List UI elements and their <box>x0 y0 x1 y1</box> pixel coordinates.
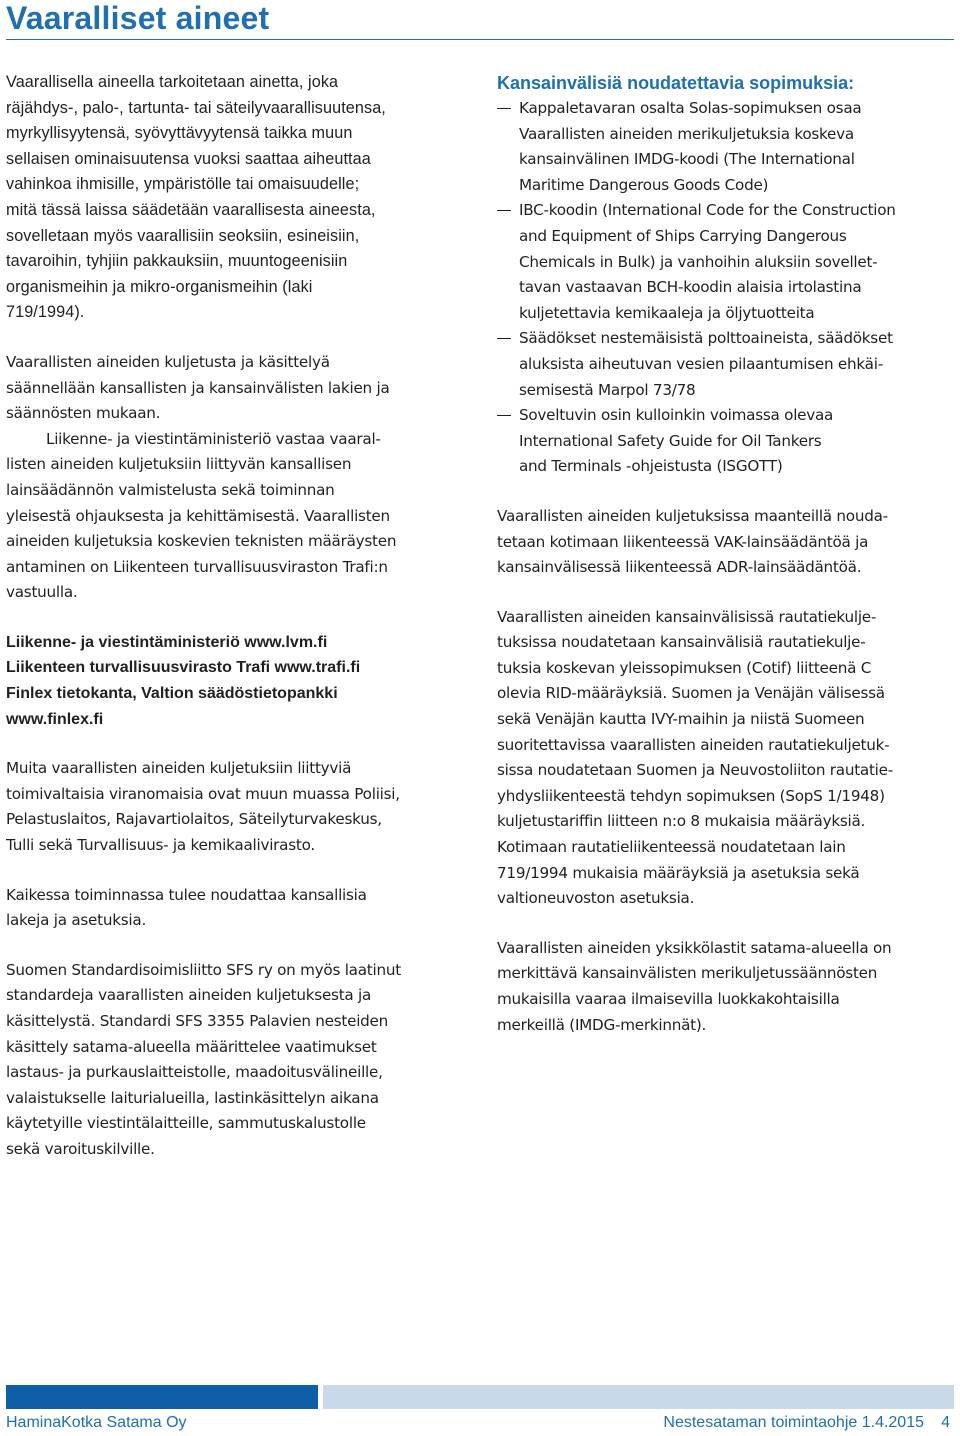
footer-document-title: Nestesataman toimintaohje 1.4.2015 <box>663 1414 924 1431</box>
sfs-standard-paragraph: Suomen Standardisoimisliitto SFS ry on myös laatinut standardeja vaarallisten aineiden kuljetuksesta ja käsittelystä. Standardi SFS 3355 Palavien nesteiden käsittely satama-alueella määrittelee vaatimukset lastaus- ja purkauslaitteistolle, maadoitusvälineille, valaistukselle laiturialueilla, lastinkäsittelyn aikana käytetyille viestintälaitteille, sammutuskalustolle sekä varoituskilville. <box>6 960 401 1158</box>
authority-links: Liikenne- ja viestintäministeriö www.lvm.fi Liikenteen turvallisuusvirasto Trafi www.trafi.fi Finlex tietokanta, Valtion säädöstietopankki www.finlex.fi <box>6 633 361 728</box>
list-item <box>497 326 957 403</box>
agreements-heading: Kansainvälisiä noudatettavia sopimuksia: <box>497 73 855 93</box>
rail-transport-paragraph: Vaarallisten aineiden kansainvälisissä rautatiekulje- tuksissa noudatetaan kansainvälisiä rautatiekulje- tuksia koskevan yleissopimuksen (Cotif) liitteenä C olevia RID-määräyksiä. Suomen ja Venäjän välisessä sekä Venäjän kautta IVY-maihin ja niistä Suomeen suoritettavissa vaarallisten aineiden rautatiekuljetuk- sissa noudatetaan Suomen ja Neuvostoliiton rautatie- yhdysliikenteestä tehdyn sopimuksen (SopS 1/1948) kuljetustariffin liitteen n:o 8 mukaisia määräyksiä. Kotimaan rautatieliikenteessä noudatetaan lain 719/1994 mukaisia määräyksiä ja asetuksia sekä valtioneuvoston asetuksia. <box>497 607 893 908</box>
list-item-text: Kappaletavaran osalta Solas-sopimuksen osaa Vaarallisten aineiden merikuljetuksia koskeva kansainvälinen IMDG-koodi (The International Maritime Dangerous Goods Code) <box>519 99 862 194</box>
authorities-paragraph: Muita vaarallisten aineiden kuljetuksiin liittyviä toimivaltaisia viranomaisia ovat muun muassa Poliisi, Pelastuslaitos, Rajavartiolaitos, Säteilyturvakeskus, Tulli sekä Turvallisuus- ja kemikaalivirasto. <box>6 759 400 855</box>
national-laws-paragraph: Kaikessa toiminnassa tulee noudattaa kansallisia lakeja ja asetuksia. <box>6 885 367 930</box>
list-item-text: Säädökset nestemäisistä polttoaineista, säädökset aluksista aiheutuvan vesien pilaantumisen ehkäi- semisestä Marpol 73/78 <box>519 329 893 399</box>
list-item-text: Soveltuvin osin kulloinkin voimassa olevaa International Safety Guide for Oil Tankers and Terminals -ohjeistusta (ISGOTT) <box>519 406 834 476</box>
page-title: Vaaralliset aineet <box>6 0 270 36</box>
footer-bar-light <box>323 1385 954 1409</box>
agreements-list <box>497 96 957 480</box>
list-item-text: IBC-koodin (International Code for the Construction and Equipment of Ships Carrying Dangerous Chemicals in Bulk) ja vanhoihin aluksiin sovellet- tavan vastaavan BCH-koodin alaisia irtolastina kuljetettavia kemikaaleja ja öljytuotteita <box>519 201 896 322</box>
left-column <box>6 70 474 1163</box>
footer-bar-dark <box>6 1385 318 1409</box>
list-item <box>497 96 957 198</box>
road-transport-paragraph: Vaarallisten aineiden kuljetuksissa maanteillä nouda- tetaan kotimaan liikenteessä VAK-lainsäädäntöä ja kansainvälisessä liikenteessä ADR-lainsäädäntöä. <box>497 506 888 577</box>
footer-bar-gap <box>320 1385 322 1409</box>
right-column <box>497 70 957 1038</box>
page-number: 4 <box>941 1414 950 1431</box>
imdg-marking-paragraph: Vaarallisten aineiden yksikkölastit satama-alueella on merkittävä kansainvälisten merikuljetussäännösten mukaisilla vaaraa ilmaisevilla luokkakohtaisilla merkeillä (IMDG-merkinnät). <box>497 938 892 1034</box>
intro-paragraph: Vaarallisella aineella tarkoitetaan ainetta, joka räjähdys-, palo-, tartunta- tai säteilyvaarallisuutensa, myrkyllisyytensä, syövyttävyytensä taikka muun sellaisen ominaisuutensa vuoksi saattaa aiheuttaa vahinkoa ihmisille, ympäristölle tai omaisuudelle; mitä tässä laissa säädetään vaarallisesta aineesta, sovelletaan myös vaarallisiin seoksiin, esineisiin, tavaroihin, tyhjiin pakkauksiin, muuntogeenisiin organismeihin ja mikro-organismeihin (laki 719/1994). <box>6 73 386 322</box>
list-item <box>497 403 957 480</box>
ministry-paragraph: Liikenne- ja viestintäministeriö vastaa vaaral- listen aineiden kuljetuksiin liittyvän kansallisen lainsäädännön valmistelusta sekä toiminnan yleisestä ohjauksesta ja kehittämisestä. Vaarallisten aineiden kuljetuksia koskevien teknisten määräysten antaminen on Liikenteen turvallisuusviraston Trafi:n vastuulla. <box>6 429 397 602</box>
regulation-paragraph: Vaarallisten aineiden kuljetusta ja käsittelyä säännellään kansallisten ja kansainvälisten lakien ja säännösten mukaan. <box>6 352 390 423</box>
list-item <box>497 198 957 326</box>
footer-company: HaminaKotka Satama Oy <box>6 1414 187 1431</box>
title-divider <box>6 39 954 40</box>
